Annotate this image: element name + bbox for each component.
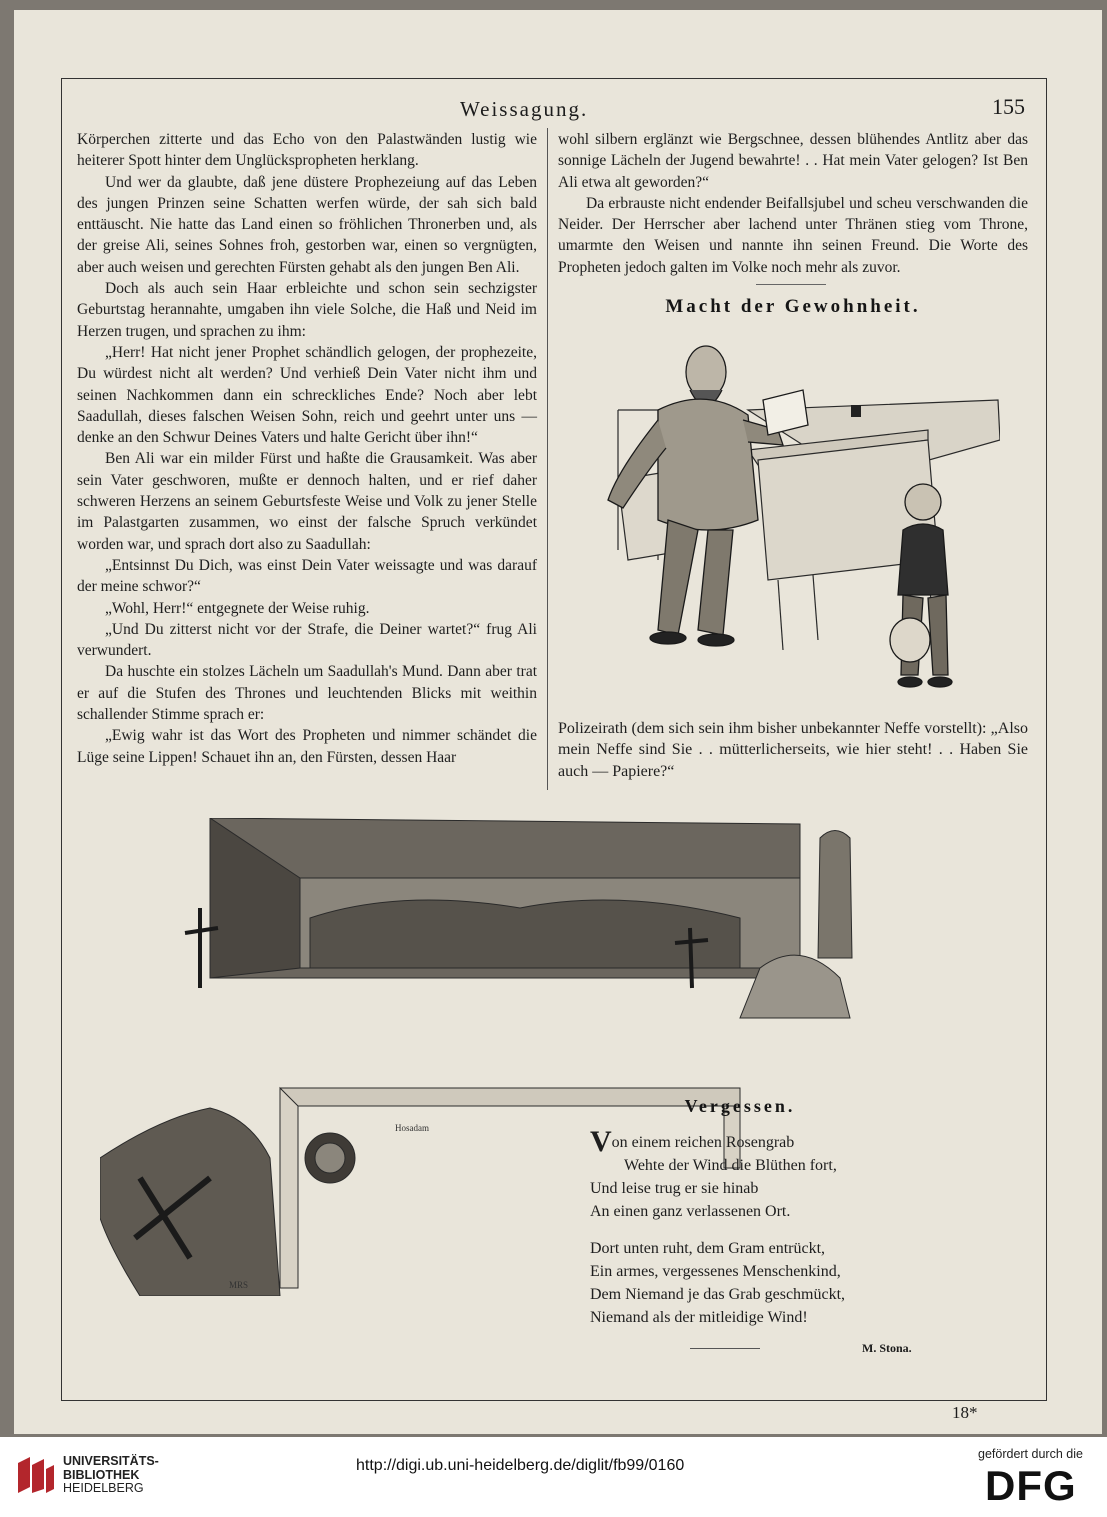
poem bbox=[590, 1125, 910, 1343]
column-divider bbox=[547, 128, 548, 790]
paragraph: „Und Du zitterst nicht vor der Strafe, die Deiner wartet?“ frug Ali verwundert. bbox=[77, 620, 537, 660]
paragraph: Da erbrauste nicht endender Beifallsjubel und scheu verschwanden die Neider. Der Herrscher aber lachend unter Thränen stieg vom Throne, umarmte den Weisen und nannte ihn seinen Freund. Die Worte des Propheten jedoch galten im Volke noch mehr als zuvor. bbox=[558, 194, 1028, 276]
cartoon-title: Macht der Gewohnheit. bbox=[665, 296, 921, 317]
left-text-column bbox=[77, 129, 537, 768]
paragraph: wohl silbern erglänzt wie Bergschnee, dessen blühendes Antlitz aber das sonnige Lächeln der Jugend bewahrte! . . Hat mein Vater gelogen? Ist Ben Ali etwa alt geworden?“ bbox=[558, 131, 1028, 191]
paragraph: Doch als auch sein Haar erbleichte und schon sein sechzigster Geburtstag herannahte, umgaben ihn viele Solche, die Haß und Neid im Herzen trugen, und sprachen zu ihm: bbox=[77, 280, 537, 340]
right-text-column bbox=[558, 129, 1028, 278]
poem-line: Und leise trug er sie hinab bbox=[590, 1180, 759, 1197]
footer-bar bbox=[0, 1437, 1107, 1517]
poem-stanza bbox=[590, 1237, 910, 1329]
library-name-line: BIBLIOTHEK bbox=[63, 1467, 140, 1482]
sheet-mark: 18* bbox=[952, 1403, 978, 1422]
paragraph: „Wohl, Herr!“ entgegnete der Weise ruhig. bbox=[105, 599, 370, 617]
poem-dropcap: V bbox=[590, 1125, 612, 1158]
library-logo-icon bbox=[10, 1453, 58, 1501]
funding-label: gefördert durch die bbox=[978, 1447, 1083, 1461]
section-rule bbox=[756, 284, 826, 285]
poem-line: An einen ganz verlassenen Ort. bbox=[590, 1203, 791, 1220]
dfg-logo: DFG bbox=[985, 1462, 1077, 1509]
poem-line: Niemand als der mitleidige Wind! bbox=[590, 1309, 808, 1326]
running-title: Weissagung. bbox=[460, 97, 589, 121]
artist-signature: Hosadam bbox=[395, 1123, 429, 1133]
poem-stanza bbox=[590, 1125, 910, 1223]
poem-rule bbox=[690, 1348, 760, 1349]
poem-line: Ein armes, vergessenes Menschenkind, bbox=[590, 1263, 841, 1280]
permalink-url[interactable]: http://digi.ub.uni-heidelberg.de/diglit/fb99/0160 bbox=[356, 1457, 685, 1474]
paragraph: „Herr! Hat nicht jener Prophet schändlich gelogen, der prophezeite, Du würdest nicht alt werden? Und verhieß Dein Vater nicht ihm und seinen Nachkommen dann ein schreckliches Ende? Noch aber lebt Saadullah, dieses falschen Weisen Sohn, reich und geehrt unter uns — denke an den Schwur Deines Vaters und halte Gericht über ihn!“ bbox=[77, 343, 537, 447]
paragraph: Und wer da glaubte, daß jene düstere Prophezeiung auf das Leben des jungen Prinzen seine Schatten werfen würde, der sah sich bald enttäuscht. Nie hatte das Land einen so fröhlichen Thronerben und, als der greise Ali, seines Sohnes froh, gestorben war, einen so vergnügten, aber auch weisen und gerechten Fürsten gehabt als den jungen Ben Ali. bbox=[77, 173, 537, 276]
poem-line: Dem Niemand je das Grab geschmückt, bbox=[590, 1286, 846, 1303]
poem-line: Wehte der Wind die Blüthen fort, bbox=[624, 1157, 837, 1174]
paragraph: „Entsinnst Du Dich, was einst Dein Vater weissagte und was darauf der meine schwor?“ bbox=[77, 556, 537, 596]
poem-line: on einem reichen Rosengrab bbox=[611, 1134, 795, 1151]
page-number: 155 bbox=[992, 94, 1025, 119]
library-name-line: UNIVERSITÄTS- bbox=[63, 1454, 159, 1468]
paragraph: Da huschte ein stolzes Lächeln um Saadullah's Mund. Dann aber trat er auf die Stufen des Thrones und leuchtenden Blicks mit weithin schallender Stimme sprach er: bbox=[77, 663, 537, 724]
poem-line: Dort unten ruht, dem Gram entrückt, bbox=[590, 1240, 826, 1257]
cartoon-caption: Polizeirath (dem sich sein ihm bisher unbekannter Neffe vorstellt): „Also mein Neffe sind Sie . . mütterlicherseits, wie hier steht! . . Haben Sie auch — Papiere?“ bbox=[558, 720, 1028, 780]
poem-title: Vergessen. bbox=[684, 1096, 796, 1116]
paragraph: Ben Ali war ein milder Fürst und haßte die Grausamkeit. Was aber sein Vater geschworen, mußte er dennoch halten, und er rief daher schweren Herzens an seinem Geburtsfeste Weise und Volk zu jener Stelle im Palastgarten zusammen, wo einst der falsche Spruch verkündet worden war, und sprach dort also zu Saadullah: bbox=[77, 450, 537, 553]
cartoon-illustration bbox=[598, 330, 1000, 706]
paragraph: „Ewig wahr ist das Wort des Propheten und nimmer schändet die Lüge seine Lippen! Schauet ihn an, den Fürsten, dessen Haar bbox=[77, 727, 537, 766]
library-name bbox=[63, 1455, 159, 1496]
paragraph: Körperchen zitterte und das Echo von den Palastwänden lustig wie heiterer Spott hinter dem Unglückspropheten herklang. bbox=[77, 131, 537, 170]
library-name-line: HEIDELBERG bbox=[63, 1481, 144, 1495]
artist-monogram: MRS bbox=[229, 1280, 249, 1290]
poem-author: M. Stona. bbox=[862, 1341, 912, 1355]
